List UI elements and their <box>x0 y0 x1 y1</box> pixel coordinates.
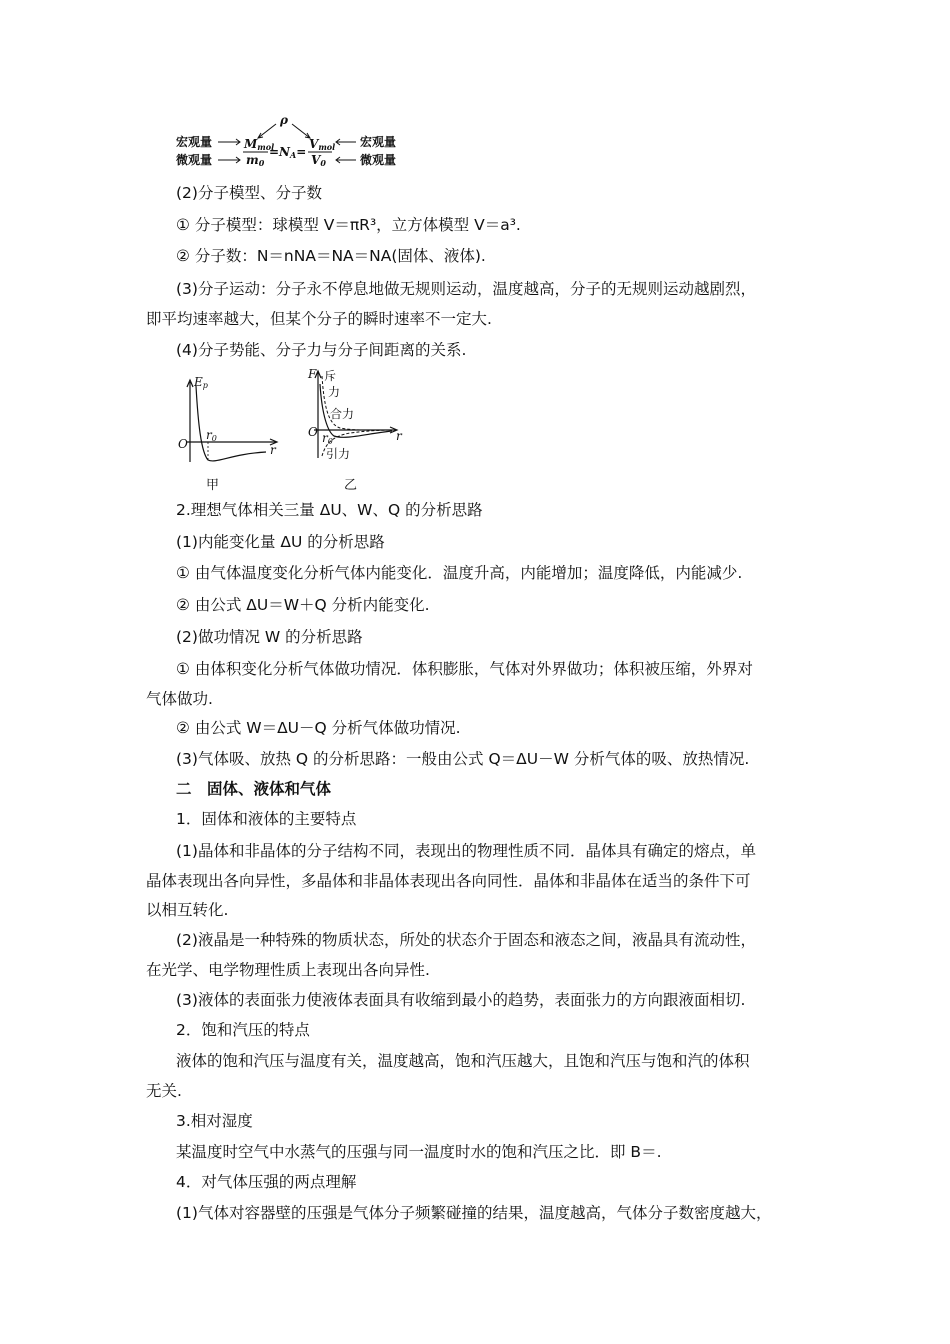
paragraph-line: ① 分子模型：球模型 V＝πR³，立方体模型 V＝a³. <box>176 216 521 234</box>
paragraph-line: (3)分子运动：分子永不停息地做无规则运动，温度越高，分子的无规则运动越剧烈， <box>176 280 756 298</box>
section-heading: 二 固体、液体和气体 <box>176 780 332 798</box>
paragraph-line: (2)分子模型、分子数 <box>176 184 322 202</box>
paragraph-line: (4)分子势能、分子力与分子间距离的关系. <box>176 341 467 359</box>
left-macro-label: 宏观量 <box>176 135 213 149</box>
paragraph-line: (3)液体的表面张力使液体表面具有收缩到最小的趋势，表面张力的方向跟液面相切. <box>176 991 746 1009</box>
r0-label: r0 <box>206 428 217 443</box>
attraction-label: 引力 <box>326 447 351 461</box>
origin-label: O <box>308 425 318 439</box>
origin-label: O <box>178 437 188 451</box>
potential-energy-graph <box>176 372 281 472</box>
paragraph-line: 1．固体和液体的主要特点 <box>176 810 357 828</box>
paragraph-line: ② 由公式 W＝ΔU－Q 分析气体做功情况. <box>176 719 461 737</box>
na-equal: =NA= <box>269 145 307 160</box>
paragraph-line: 液体的饱和汽压与温度有关，温度越高，饱和汽压越大，且饱和汽压与饱和汽的体积 <box>176 1052 750 1070</box>
left-micro-label: 微观量 <box>176 153 213 167</box>
paragraph-line: ② 分子数：N＝nNA＝NA＝NA(固体、液体). <box>176 247 486 265</box>
v0: V0 <box>311 153 326 168</box>
r-axis-label: r <box>270 443 276 457</box>
m-mol: Mmol <box>244 137 275 152</box>
paragraph-line: 无关. <box>146 1082 182 1100</box>
paragraph-line: (3)气体吸、放热 Q 的分析思路：一般由公式 Q＝ΔU－W 分析气体的吸、放热情况. <box>176 750 750 768</box>
r-axis-label: r <box>396 429 402 443</box>
paragraph-line: ① 由体积变化分析气体做功情况．体积膨胀，气体对外界做功；体积被压缩，外界对 <box>176 660 753 678</box>
paragraph-line: 在光学、电学物理性质上表现出各向异性. <box>146 961 430 979</box>
paragraph-line: ② 由公式 ΔU＝W＋Q 分析内能变化. <box>176 596 430 614</box>
repulsion-label-2: 力 <box>328 385 341 399</box>
paragraph-line: 某温度时空气中水蒸气的压强与同一温度时水的饱和汽压之比．即 B＝. <box>176 1143 662 1161</box>
v-mol: Vmol <box>309 137 336 152</box>
molecular-force-graph <box>300 366 405 466</box>
r0-label: r0 <box>322 431 333 446</box>
paragraph-line: 4．对气体压强的两点理解 <box>176 1173 357 1191</box>
paragraph-line: 晶体表现出各向异性，多晶体和非晶体表现出各向同性．晶体和非晶体在适当的条件下可 <box>146 872 751 890</box>
right-macro-label: 宏观量 <box>360 135 397 149</box>
paragraph-line: 3.相对湿度 <box>176 1112 253 1130</box>
paragraph-line: ① 由气体温度变化分析气体内能变化．温度升高，内能增加；温度降低，内能减少. <box>176 564 743 582</box>
graph-caption-yi: 乙 <box>344 478 358 493</box>
paragraph-line: (2)做功情况 W 的分析思路 <box>176 628 363 646</box>
paragraph-line: 2．饱和汽压的特点 <box>176 1021 310 1039</box>
paragraph-line: (1)内能变化量 ΔU 的分析思路 <box>176 533 385 551</box>
graph-caption-jia: 甲 <box>206 478 220 493</box>
paragraph-line: 2.理想气体相关三量 ΔU、W、Q 的分析思路 <box>176 501 483 519</box>
macro-micro-diagram <box>176 112 406 172</box>
f-label: F <box>308 367 317 381</box>
ep-label: Ep <box>194 375 208 390</box>
paragraph-line: (2)液晶是一种特殊的物质状态，所处的状态介于固态和液态之间，液晶具有流动性， <box>176 931 756 949</box>
repulsion-label-1: 斥 <box>324 369 337 383</box>
paragraph-line: 气体做功. <box>146 690 213 708</box>
m0: m0 <box>246 153 265 168</box>
paragraph-line: (1)气体对容器壁的压强是气体分子频繁碰撞的结果，温度越高，气体分子数密度越大， <box>176 1204 772 1222</box>
paragraph-line: 以相互转化. <box>146 901 229 919</box>
paragraph-line: (1)晶体和非晶体的分子结构不同，表现出的物理性质不同．晶体具有确定的熔点，单 <box>176 842 756 860</box>
paragraph-line: 即平均速率越大，但某个分子的瞬时速率不一定大. <box>146 310 492 328</box>
resultant-label: 合力 <box>330 407 355 421</box>
rho-label: ρ <box>280 113 288 127</box>
right-micro-label: 微观量 <box>360 153 397 167</box>
